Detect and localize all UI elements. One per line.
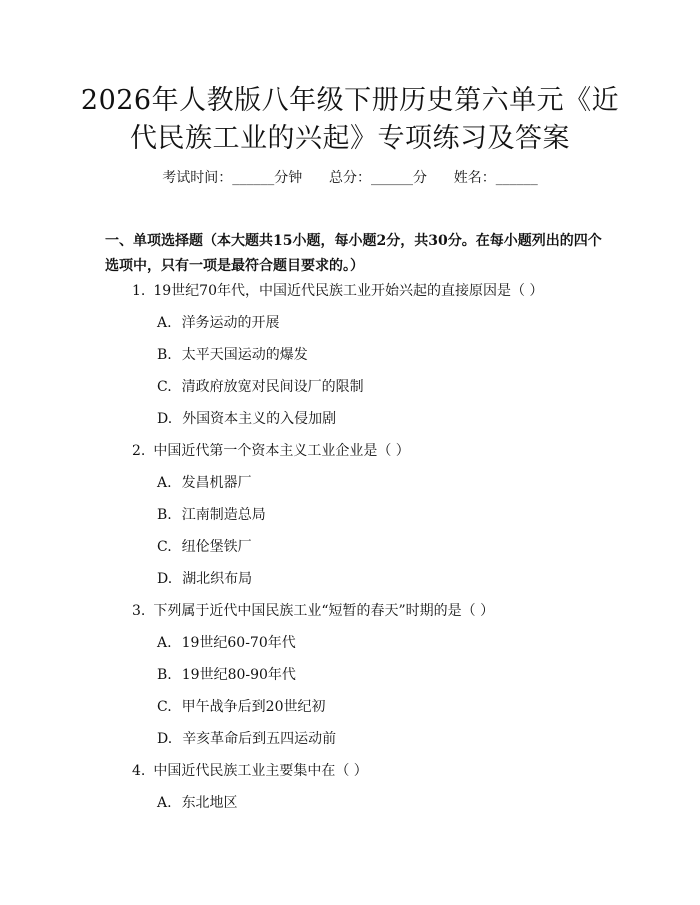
- option-2b: [157, 505, 266, 525]
- option-text: 太平天国运动的爆发: [181, 347, 308, 363]
- option-text: 东北地区: [181, 795, 238, 811]
- option-3d: [157, 729, 336, 749]
- option-letter: D.: [157, 731, 173, 747]
- exam-info-line: 考试时间：______分钟 总分：______分 姓名：______: [162, 170, 538, 186]
- option-1a: [157, 313, 280, 333]
- option-letter: C.: [157, 379, 172, 395]
- option-text: 甲午战争后到20世纪初: [181, 699, 326, 715]
- option-text: 洋务运动的开展: [181, 315, 280, 331]
- option-letter: B.: [157, 667, 172, 683]
- question-number: 1.: [132, 283, 146, 299]
- question-text: 下列属于近代中国民族工业“短暂的春天”时期的是（ ）: [153, 603, 495, 619]
- option-text: 辛亥革命后到五四运动前: [182, 731, 337, 747]
- question-4: [132, 761, 368, 781]
- option-2d: [157, 569, 252, 589]
- question-text: 19世纪70年代，中国近代民族工业开始兴起的直接原因是（ ）: [153, 283, 544, 299]
- option-letter: C.: [157, 699, 172, 715]
- option-1b: [157, 345, 308, 365]
- option-text: 19世纪60-70年代: [181, 635, 296, 651]
- question-1: [132, 281, 543, 301]
- section-heading: 一、单项选择题（本大题共15小题，每小题2分，共30分。在每小题列出的四个选项中，只有一项是最符合题目要求的。）: [105, 233, 602, 274]
- option-letter: D.: [157, 571, 173, 587]
- option-letter: C.: [157, 539, 172, 555]
- option-2c: [157, 537, 252, 557]
- question-2: [132, 441, 410, 461]
- option-text: 江南制造总局: [181, 507, 266, 523]
- option-letter: D.: [157, 411, 173, 427]
- option-letter: A.: [157, 635, 172, 651]
- option-letter: A.: [157, 315, 172, 331]
- option-text: 清政府放宽对民间设厂的限制: [181, 379, 364, 395]
- option-1d: [157, 409, 336, 429]
- option-text: 19世纪80-90年代: [181, 667, 296, 683]
- option-text: 纽伦堡铁厂: [181, 539, 252, 555]
- option-text: 外国资本主义的入侵加剧: [182, 411, 337, 427]
- option-letter: B.: [157, 507, 172, 523]
- option-text: 湖北织布局: [182, 571, 253, 587]
- option-4a: [157, 793, 238, 813]
- option-3c: [157, 697, 326, 717]
- option-text: 发昌机器厂: [181, 475, 252, 491]
- option-letter: B.: [157, 347, 172, 363]
- question-number: 4.: [132, 763, 146, 779]
- option-2a: [157, 473, 252, 493]
- document-title: 2026年人教版八年级下册历史第六单元《近代民族工业的兴起》专项练习及答案: [80, 85, 620, 154]
- option-3a: [157, 633, 296, 653]
- option-letter: A.: [157, 795, 172, 811]
- question-number: 2.: [132, 443, 146, 459]
- question-3: [132, 601, 494, 621]
- question-text: 中国近代民族工业主要集中在（ ）: [153, 763, 368, 779]
- question-number: 3.: [132, 603, 146, 619]
- question-text: 中国近代第一个资本主义工业企业是（ ）: [153, 443, 410, 459]
- option-3b: [157, 665, 296, 685]
- option-letter: A.: [157, 475, 172, 491]
- option-1c: [157, 377, 364, 397]
